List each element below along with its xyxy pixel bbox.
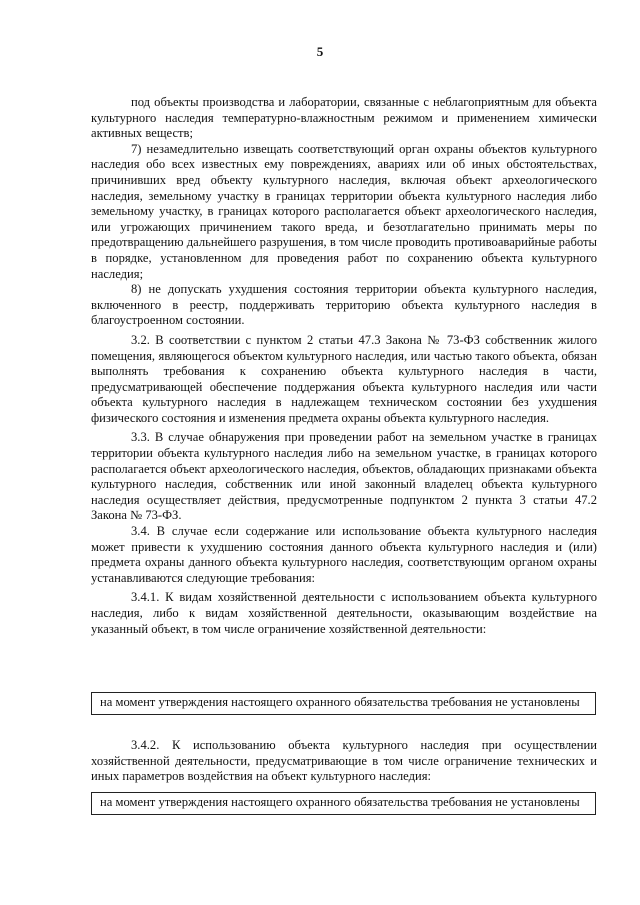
paragraph-3-4-1: 3.4.1. К видам хозяйственной деятельности с использованием объекта культурного наследия, либо к видам хозяйственной деятельности, оказывающим воздействие на указанный объект, в том числе ограничение хозяйственной деятельности:: [91, 590, 597, 636]
body-text-top: [91, 95, 597, 637]
requirements-box-1: на момент утверждения настоящего охранного обязательства требования не установлены: [91, 692, 596, 715]
body-text-middle: [91, 738, 597, 785]
paragraph-continuation: под объекты производства и лаборатории, связанные с неблагоприятным для объекта культурного наследия температурно-влажностным режимом и применением химически активных веществ;: [91, 95, 597, 141]
paragraph-item-7: 7) незамедлительно извещать соответствующий орган охраны объектов культурного наследия обо всех известных ему повреждениях, авариях или об иных обстоятельствах, причинивших вред объекту культурного наследия, включая объект археологического наследия, земельному участку в границах территории объекта культурного наследия либо земельному участку, в границах которого располагается объект археологического наследия, или угрожающих причинением такого вреда, и безотлагательно принимать меры по предотвращению дальнейшего разрушения, в том числе проводить противоаварийные работы в порядке, установленном для проведения работ по сохранению объекта культурного наследия;: [91, 141, 597, 281]
paragraph-3-2: 3.2. В соответствии с пунктом 2 статьи 47.3 Закона № 73-ФЗ собственник жилого помещения, являющегося объектом культурного наследия, или частью такого объекта, обязан выполнять требования к сохранению объекта культурного наследия в части, предусматривающей обеспечение поддержания объекта культурного наследия или части объекта культурного наследия в надлежащем техническом состоянии без ухудшения физического состояния и изменения предмета охраны объекта культурного наследия.: [91, 332, 597, 425]
paragraph-3-3: 3.3. В случае обнаружения при проведении работ на земельном участке в границах территории объекта культурного наследия либо на земельном участке, в границах которого располагается объект археологического наследия, объектов, обладающих признаками объекта культурного наследия, собственник или иной законный владелец объекта культурного наследия осуществляет действия, предусмотренные подпунктом 2 пункта 3 статьи 47.2 Закона № 73-ФЗ.: [91, 430, 597, 523]
paragraph-3-4-2: 3.4.2. К использованию объекта культурного наследия при осуществлении хозяйственной деятельности, предусматривающие в том числе ограничение технических и иных параметров воздействия на объект культурного наследия:: [91, 738, 597, 784]
paragraph-3-4: 3.4. В случае если содержание или использование объекта культурного наследия может привести к ухудшению состояния данного объекта культурного наследия и (или) предмета охраны данного объекта культурного наследия, соответствующим органом охраны устанавливаются следующие требования:: [91, 524, 597, 585]
paragraph-item-8: 8) не допускать ухудшения состояния территории объекта культурного наследия, включенного в реестр, поддерживать территорию объекта культурного наследия в благоустроенном состоянии.: [91, 282, 597, 328]
requirements-box-2: на момент утверждения настоящего охранного обязательства требования не установлены: [91, 792, 596, 815]
page-number: 5: [316, 44, 324, 59]
